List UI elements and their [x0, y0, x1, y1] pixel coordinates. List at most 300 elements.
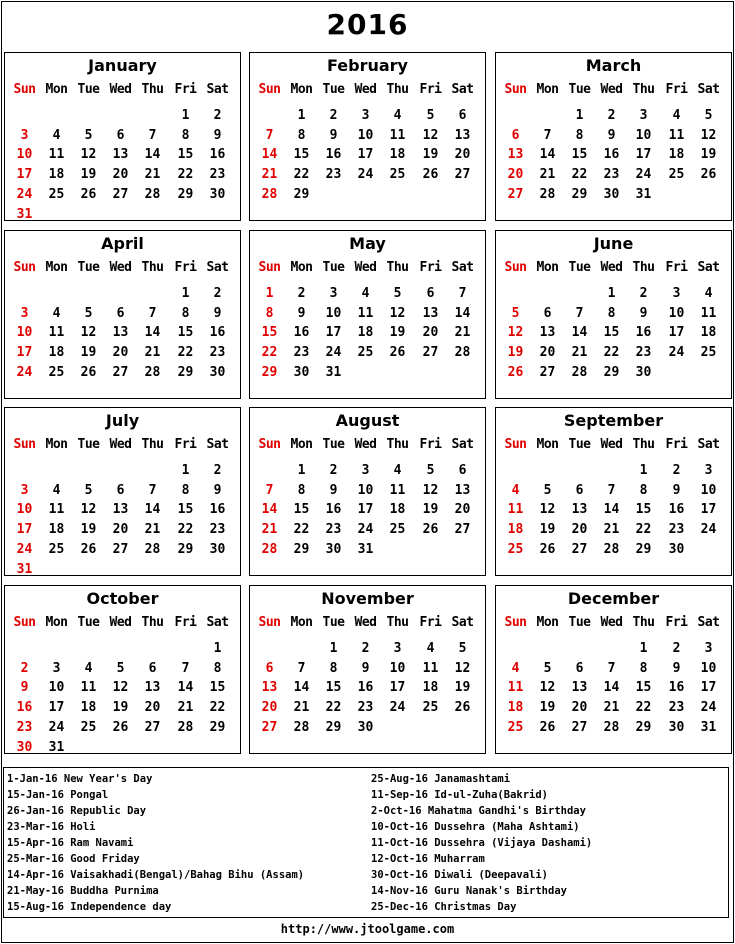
month-june — [495, 230, 732, 399]
day-cell: 8 — [639, 660, 648, 676]
day-cell: 22 — [293, 167, 310, 183]
holiday-item: 25-Mar-16 Good Friday — [7, 853, 140, 865]
day-cell: 18 — [507, 522, 524, 538]
day-cell: 14 — [144, 147, 161, 163]
day-cell: 9 — [607, 127, 616, 143]
day-cell: 30 — [209, 541, 226, 557]
day-cell: 12 — [700, 127, 717, 143]
weekday-header-sun: Sun — [258, 82, 281, 97]
weekday-header-thu: Thu — [141, 82, 164, 97]
month-name: October — [86, 589, 159, 608]
weekday-header-sun: Sun — [504, 615, 527, 630]
day-cell: 2 — [297, 286, 306, 301]
month-january — [4, 52, 241, 221]
day-cell: 7 — [297, 660, 306, 676]
day-cell: 18 — [389, 147, 406, 163]
day-cell: 22 — [293, 522, 310, 538]
day-cell: 17 — [357, 147, 374, 163]
day-cell: 3 — [672, 286, 681, 301]
day-cell: 13 — [507, 147, 524, 163]
day-cell: 27 — [507, 186, 524, 202]
weekday-header-fri: Fri — [419, 82, 442, 97]
holiday-item: 2-Oct-16 Mahatma Gandhi's Birthday — [371, 805, 586, 817]
month-october — [4, 585, 241, 754]
day-cell: 22 — [635, 522, 652, 538]
day-cell: 23 — [209, 167, 226, 183]
day-cell: 5 — [543, 660, 552, 676]
day-cell: 24 — [16, 186, 33, 202]
day-cell: 12 — [389, 305, 406, 321]
day-cell: 10 — [389, 660, 406, 676]
weekday-header-mon: Mon — [536, 437, 559, 452]
day-cell: 3 — [20, 127, 29, 143]
weekday-header-sun: Sun — [13, 82, 36, 97]
holiday-item: 25-Dec-16 Christmas Day — [371, 901, 517, 913]
weekday-header-fri: Fri — [419, 615, 442, 630]
day-cell: 13 — [422, 305, 439, 321]
day-cell: 14 — [293, 680, 310, 696]
day-cell: 2 — [639, 286, 648, 301]
day-cell: 27 — [454, 522, 471, 538]
day-cell: 18 — [700, 325, 717, 341]
day-cell: 16 — [325, 147, 342, 163]
day-cell: 25 — [700, 345, 717, 361]
day-cell: 14 — [144, 325, 161, 341]
day-cell: 30 — [209, 364, 226, 380]
day-cell: 14 — [603, 502, 620, 518]
weekday-header-thu: Thu — [632, 437, 655, 452]
day-cell: 6 — [458, 463, 467, 478]
day-cell: 30 — [668, 541, 685, 557]
month-name: August — [335, 411, 400, 430]
day-cell: 31 — [635, 186, 652, 202]
day-cell: 20 — [507, 167, 524, 183]
day-cell: 10 — [357, 127, 374, 143]
day-cell: 7 — [148, 482, 157, 498]
holiday-item: 21-May-16 Buddha Purnima — [7, 885, 159, 897]
day-cell: 18 — [389, 502, 406, 518]
day-cell: 19 — [539, 522, 556, 538]
day-cell: 2 — [672, 463, 681, 478]
weekday-header-mon: Mon — [290, 260, 313, 275]
day-cell: 22 — [325, 700, 342, 716]
weekday-header-mon: Mon — [45, 260, 68, 275]
day-cell: 8 — [607, 305, 616, 321]
weekday-header-tue: Tue — [322, 615, 345, 630]
day-cell: 1 — [181, 108, 190, 123]
holiday-item: 10-Oct-16 Dussehra (Maha Ashtami) — [371, 821, 580, 833]
month-name: June — [593, 234, 634, 253]
day-cell: 28 — [261, 541, 278, 557]
day-cell: 4 — [393, 463, 402, 478]
month-august — [249, 407, 486, 576]
holiday-item: 30-Oct-16 Diwali (Deepavali) — [371, 869, 549, 881]
day-cell: 19 — [454, 680, 471, 696]
weekday-header-sat: Sat — [697, 82, 720, 97]
day-cell: 15 — [635, 680, 652, 696]
day-cell: 1 — [297, 463, 306, 478]
weekday-header-wed: Wed — [354, 82, 377, 97]
day-cell: 28 — [571, 364, 588, 380]
day-cell: 10 — [700, 482, 717, 498]
day-cell: 1 — [181, 463, 190, 478]
day-cell: 29 — [325, 719, 342, 735]
day-cell: 5 — [84, 127, 93, 143]
day-cell: 16 — [209, 325, 226, 341]
day-cell: 8 — [297, 127, 306, 143]
day-cell: 6 — [116, 305, 125, 321]
day-cell: 29 — [209, 719, 226, 735]
day-cell: 26 — [454, 700, 471, 716]
day-cell: 8 — [575, 127, 584, 143]
weekday-header-wed: Wed — [109, 260, 132, 275]
day-cell: 30 — [668, 719, 685, 735]
day-cell: 29 — [635, 541, 652, 557]
day-cell: 10 — [16, 147, 33, 163]
day-cell: 1 — [213, 641, 222, 656]
day-cell: 6 — [116, 482, 125, 498]
day-cell: 19 — [422, 502, 439, 518]
day-cell: 7 — [148, 305, 157, 321]
day-cell: 1 — [297, 108, 306, 123]
day-cell: 30 — [357, 719, 374, 735]
day-cell: 20 — [571, 700, 588, 716]
weekday-header-fri: Fri — [665, 82, 688, 97]
day-cell: 23 — [325, 167, 342, 183]
month-november — [249, 585, 486, 754]
day-cell: 12 — [80, 147, 97, 163]
day-cell: 4 — [511, 660, 520, 676]
calendar-year-title: 2016 — [326, 8, 409, 41]
weekday-header-sat: Sat — [206, 260, 229, 275]
day-cell: 8 — [329, 660, 338, 676]
day-cell: 15 — [325, 680, 342, 696]
weekday-header-thu: Thu — [632, 615, 655, 630]
day-cell: 13 — [454, 127, 471, 143]
holiday-column-right — [371, 771, 592, 915]
day-cell: 17 — [700, 680, 717, 696]
day-cell: 17 — [48, 700, 65, 716]
day-cell: 9 — [20, 680, 29, 696]
day-cell: 25 — [80, 719, 97, 735]
holiday-item: 26-Jan-16 Republic Day — [7, 805, 147, 817]
day-cell: 13 — [144, 680, 161, 696]
day-cell: 24 — [325, 345, 342, 361]
day-cell: 2 — [607, 108, 616, 123]
day-cell: 22 — [571, 167, 588, 183]
weekday-header-thu: Thu — [141, 260, 164, 275]
weekday-header-sun: Sun — [258, 260, 281, 275]
day-cell: 16 — [209, 147, 226, 163]
day-cell: 3 — [704, 463, 713, 478]
day-cell: 4 — [672, 108, 681, 123]
weekday-header-sat: Sat — [697, 437, 720, 452]
day-cell: 30 — [209, 186, 226, 202]
day-cell: 24 — [357, 522, 374, 538]
website-url[interactable]: http://www.jtoolgame.com — [280, 922, 455, 936]
day-cell: 30 — [325, 541, 342, 557]
day-cell: 27 — [422, 345, 439, 361]
day-cell: 17 — [700, 502, 717, 518]
day-cell: 8 — [181, 482, 190, 498]
day-cell: 14 — [144, 502, 161, 518]
day-cell: 26 — [539, 719, 556, 735]
day-cell: 18 — [668, 147, 685, 163]
day-cell: 11 — [507, 680, 524, 696]
day-cell: 21 — [261, 167, 278, 183]
weekday-header-fri: Fri — [665, 260, 688, 275]
weekday-header-tue: Tue — [568, 82, 591, 97]
day-cell: 12 — [80, 502, 97, 518]
day-cell: 18 — [80, 700, 97, 716]
day-cell: 9 — [329, 482, 338, 498]
day-cell: 9 — [639, 305, 648, 321]
day-cell: 4 — [393, 108, 402, 123]
day-cell: 20 — [454, 502, 471, 518]
month-may — [249, 230, 486, 399]
day-cell: 29 — [571, 186, 588, 202]
day-cell: 20 — [112, 345, 129, 361]
month-december — [495, 585, 732, 754]
day-cell: 12 — [539, 502, 556, 518]
day-cell: 21 — [539, 167, 556, 183]
weekday-header-mon: Mon — [45, 615, 68, 630]
day-cell: 21 — [454, 325, 471, 341]
weekday-header-thu: Thu — [141, 615, 164, 630]
day-cell: 2 — [213, 463, 222, 478]
day-cell: 9 — [329, 127, 338, 143]
day-cell: 20 — [144, 700, 161, 716]
day-cell: 15 — [261, 325, 278, 341]
day-cell: 17 — [389, 680, 406, 696]
day-cell: 26 — [112, 719, 129, 735]
day-cell: 21 — [603, 700, 620, 716]
day-cell: 6 — [575, 660, 584, 676]
day-cell: 3 — [704, 641, 713, 656]
day-cell: 27 — [112, 186, 129, 202]
weekday-header-wed: Wed — [354, 437, 377, 452]
weekday-header-wed: Wed — [600, 437, 623, 452]
day-cell: 1 — [639, 641, 648, 656]
day-cell: 16 — [16, 700, 33, 716]
day-cell: 8 — [265, 305, 274, 321]
day-cell: 26 — [507, 364, 524, 380]
day-cell: 20 — [539, 345, 556, 361]
day-cell: 15 — [177, 325, 194, 341]
day-cell: 2 — [672, 641, 681, 656]
day-cell: 27 — [144, 719, 161, 735]
day-cell: 10 — [16, 502, 33, 518]
day-cell: 16 — [293, 325, 310, 341]
day-cell: 18 — [48, 345, 65, 361]
day-cell: 16 — [357, 680, 374, 696]
month-name: November — [321, 589, 414, 608]
day-cell: 20 — [422, 325, 439, 341]
day-cell: 5 — [426, 463, 435, 478]
day-cell: 12 — [422, 482, 439, 498]
day-cell: 7 — [575, 305, 584, 321]
day-cell: 11 — [507, 502, 524, 518]
month-april — [4, 230, 241, 399]
day-cell: 23 — [668, 522, 685, 538]
day-cell: 17 — [635, 147, 652, 163]
day-cell: 3 — [20, 482, 29, 498]
weekday-header-fri: Fri — [174, 615, 197, 630]
day-cell: 23 — [668, 700, 685, 716]
day-cell: 16 — [668, 502, 685, 518]
day-cell: 4 — [511, 482, 520, 498]
day-cell: 13 — [112, 502, 129, 518]
day-cell: 4 — [84, 660, 93, 676]
holiday-item: 11-Oct-16 Dussehra (Vijaya Dashami) — [371, 837, 593, 849]
day-cell: 5 — [458, 641, 467, 656]
weekday-header-thu: Thu — [141, 437, 164, 452]
day-cell: 30 — [16, 739, 33, 755]
day-cell: 23 — [209, 345, 226, 361]
day-cell: 9 — [213, 482, 222, 498]
day-cell: 4 — [426, 641, 435, 656]
day-cell: 18 — [422, 680, 439, 696]
day-cell: 18 — [357, 325, 374, 341]
day-cell: 9 — [213, 127, 222, 143]
day-cell: 8 — [181, 305, 190, 321]
day-cell: 1 — [181, 286, 190, 301]
day-cell: 28 — [144, 186, 161, 202]
day-cell: 11 — [389, 127, 406, 143]
day-cell: 23 — [16, 719, 33, 735]
day-cell: 16 — [325, 502, 342, 518]
day-cell: 16 — [603, 147, 620, 163]
weekday-header-sun: Sun — [13, 437, 36, 452]
day-cell: 22 — [177, 522, 194, 538]
day-cell: 19 — [80, 522, 97, 538]
day-cell: 11 — [357, 305, 374, 321]
day-cell: 26 — [700, 167, 717, 183]
day-cell: 5 — [84, 305, 93, 321]
day-cell: 30 — [293, 364, 310, 380]
weekday-header-fri: Fri — [419, 260, 442, 275]
month-name: July — [105, 411, 140, 430]
day-cell: 20 — [454, 147, 471, 163]
weekday-header-tue: Tue — [77, 437, 100, 452]
day-cell: 3 — [393, 641, 402, 656]
day-cell: 13 — [261, 680, 278, 696]
weekday-header-wed: Wed — [109, 82, 132, 97]
day-cell: 19 — [112, 700, 129, 716]
day-cell: 25 — [507, 719, 524, 735]
day-cell: 26 — [422, 522, 439, 538]
day-cell: 26 — [80, 541, 97, 557]
weekday-header-sun: Sun — [504, 82, 527, 97]
day-cell: 21 — [144, 522, 161, 538]
day-cell: 6 — [148, 660, 157, 676]
day-cell: 27 — [454, 167, 471, 183]
day-cell: 12 — [80, 325, 97, 341]
day-cell: 20 — [571, 522, 588, 538]
day-cell: 5 — [116, 660, 125, 676]
day-cell: 14 — [261, 502, 278, 518]
day-cell: 15 — [177, 147, 194, 163]
day-cell: 6 — [426, 286, 435, 301]
day-cell: 6 — [458, 108, 467, 123]
day-cell: 30 — [603, 186, 620, 202]
day-cell: 1 — [607, 286, 616, 301]
month-name: March — [585, 56, 642, 75]
day-cell: 27 — [571, 719, 588, 735]
weekday-header-thu: Thu — [386, 260, 409, 275]
day-cell: 14 — [261, 147, 278, 163]
weekday-header-mon: Mon — [536, 82, 559, 97]
day-cell: 2 — [213, 286, 222, 301]
day-cell: 19 — [80, 167, 97, 183]
day-cell: 14 — [539, 147, 556, 163]
day-cell: 26 — [389, 345, 406, 361]
day-cell: 17 — [668, 325, 685, 341]
day-cell: 5 — [543, 482, 552, 498]
day-cell: 24 — [16, 364, 33, 380]
day-cell: 5 — [511, 305, 520, 321]
day-cell: 27 — [539, 364, 556, 380]
day-cell: 21 — [144, 345, 161, 361]
day-cell: 31 — [357, 541, 374, 557]
day-cell: 7 — [148, 127, 157, 143]
month-name: September — [563, 411, 664, 430]
day-cell: 5 — [426, 108, 435, 123]
weekday-header-fri: Fri — [174, 82, 197, 97]
weekday-header-mon: Mon — [536, 260, 559, 275]
day-cell: 25 — [389, 522, 406, 538]
day-cell: 11 — [700, 305, 717, 321]
month-name: January — [88, 56, 157, 75]
day-cell: 12 — [112, 680, 129, 696]
day-cell: 31 — [48, 739, 65, 755]
weekday-header-wed: Wed — [109, 615, 132, 630]
day-cell: 22 — [177, 345, 194, 361]
day-cell: 31 — [700, 719, 717, 735]
day-cell: 2 — [361, 641, 370, 656]
day-cell: 22 — [261, 345, 278, 361]
weekday-header-mon: Mon — [290, 437, 313, 452]
day-cell: 10 — [16, 325, 33, 341]
day-cell: 31 — [16, 561, 33, 577]
day-cell: 25 — [389, 167, 406, 183]
weekday-header-tue: Tue — [322, 82, 345, 97]
weekday-header-sat: Sat — [206, 437, 229, 452]
day-cell: 13 — [112, 325, 129, 341]
holiday-item: 11-Sep-16 Id-ul-Zuha(Bakrid) — [371, 789, 549, 801]
holiday-item: 15-Aug-16 Independence day — [7, 901, 172, 913]
day-cell: 25 — [422, 700, 439, 716]
day-cell: 4 — [52, 305, 61, 321]
day-cell: 17 — [16, 345, 33, 361]
day-cell: 17 — [16, 167, 33, 183]
month-july — [4, 407, 241, 576]
day-cell: 22 — [635, 700, 652, 716]
holiday-item: 14-Nov-16 Guru Nanak's Birthday — [371, 885, 567, 897]
day-cell: 20 — [112, 522, 129, 538]
weekday-header-sat: Sat — [451, 615, 474, 630]
day-cell: 21 — [603, 522, 620, 538]
day-cell: 25 — [48, 364, 65, 380]
day-cell: 28 — [261, 186, 278, 202]
day-cell: 26 — [80, 364, 97, 380]
holiday-item: 25-Aug-16 Janamashtami — [371, 773, 511, 785]
holiday-list — [3, 767, 729, 918]
day-cell: 10 — [700, 660, 717, 676]
day-cell: 15 — [571, 147, 588, 163]
day-cell: 9 — [213, 305, 222, 321]
day-cell: 28 — [144, 364, 161, 380]
